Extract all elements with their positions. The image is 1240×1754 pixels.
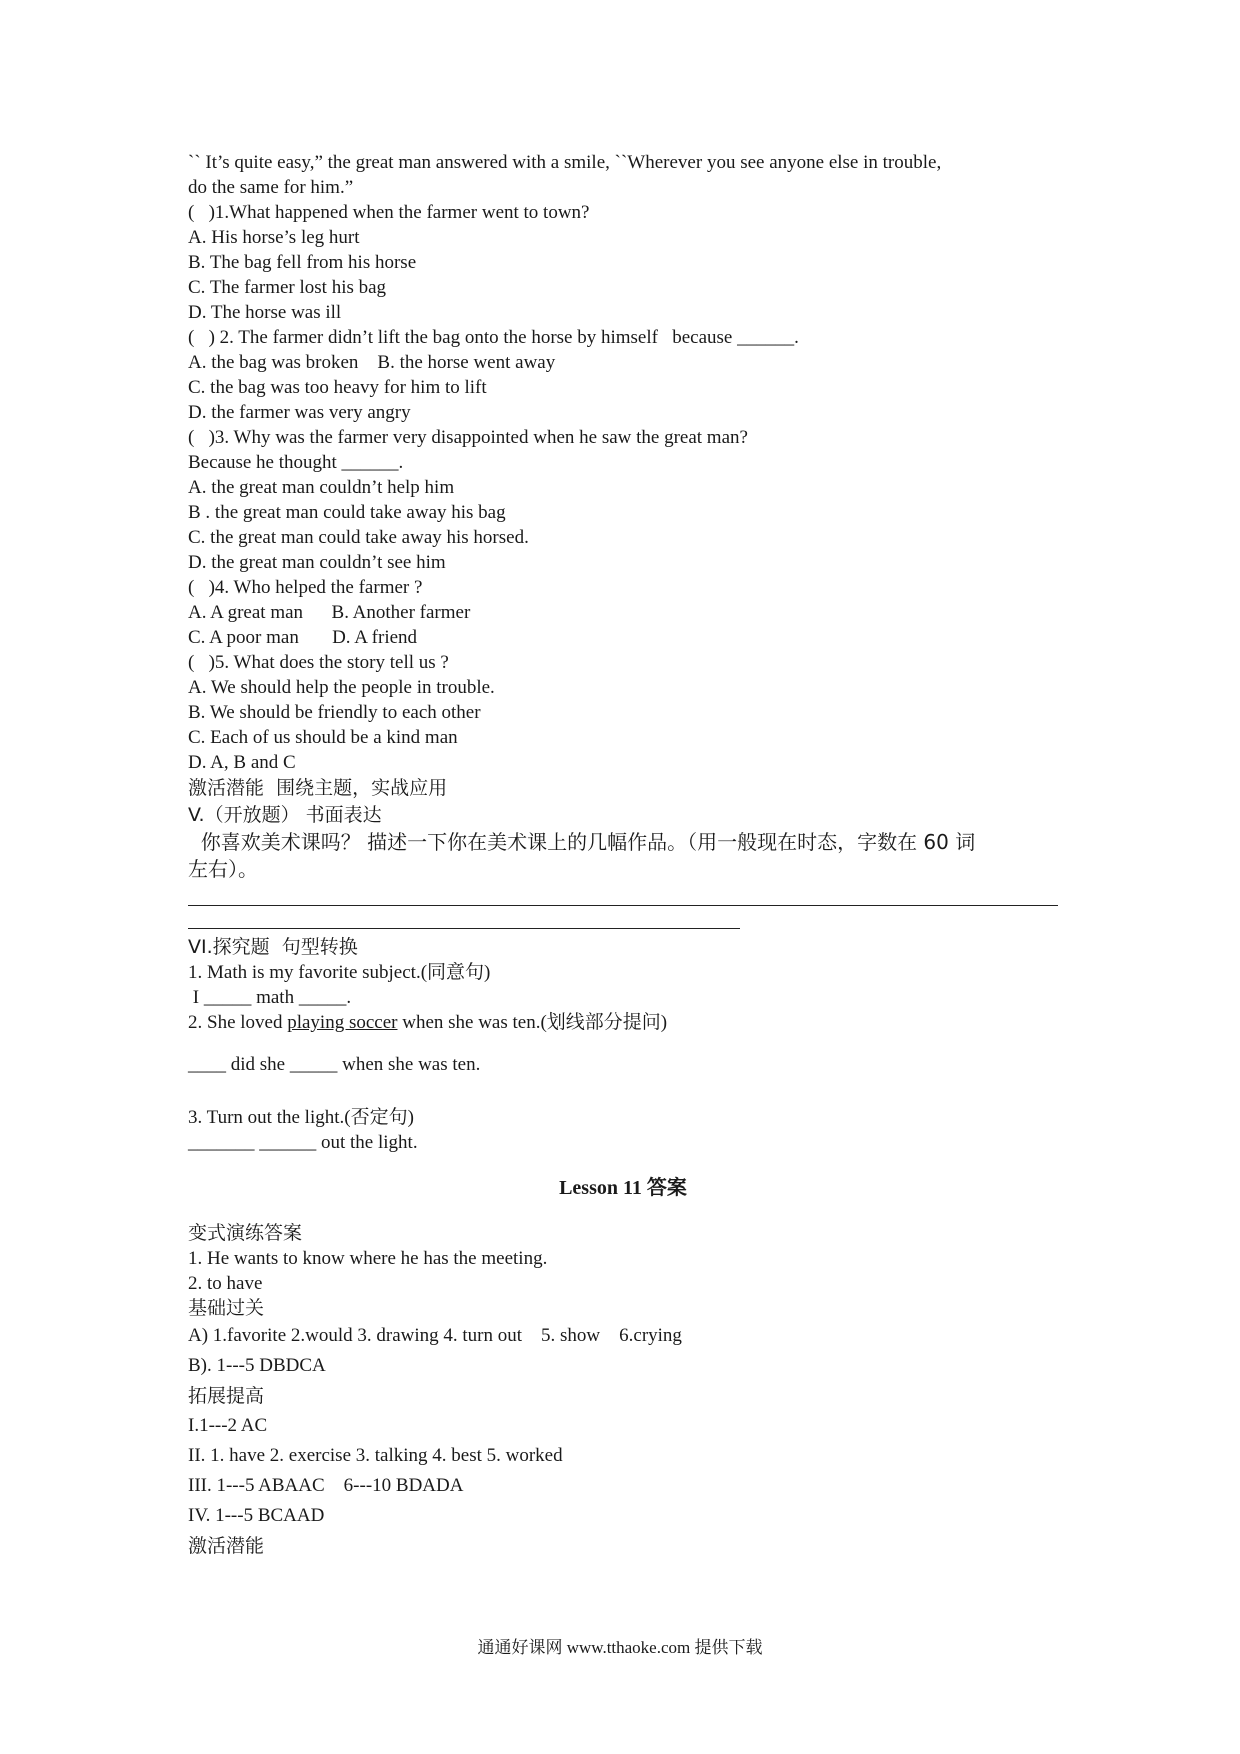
question-stem: ( )3. Why was the farmer very disappointed when he saw the great man? xyxy=(188,427,748,448)
answer-line: III. 1---5 ABAAC 6---10 BDADA xyxy=(188,1475,464,1496)
section-heading-writing: V.（开放题） 书面表达 xyxy=(188,804,382,826)
story-line: `` It’s quite easy,” the great man answered with a smile, ``Wherever you see anyone else in trouble, xyxy=(188,152,942,173)
answer-line: B). 1---5 DBDCA xyxy=(188,1355,326,1376)
section-heading-transform: VI.探究题 句型转换 xyxy=(188,936,358,958)
transform-blank: ____ did she _____ when she was ten. xyxy=(188,1054,481,1075)
answer-line: II. 1. have 2. exercise 3. talking 4. best 5. worked xyxy=(188,1445,563,1466)
answer-line: A) 1.favorite 2.would 3. drawing 4. turn out 5. show 6.crying xyxy=(188,1325,682,1346)
answer-option: C. Each of us should be a kind man xyxy=(188,727,458,748)
answer-line: 2. to have xyxy=(188,1273,263,1294)
answer-line: I.1---2 AC xyxy=(188,1415,268,1436)
answer-option: C. the great man could take away his horsed. xyxy=(188,527,529,548)
question-subline: Because he thought ______. xyxy=(188,452,404,473)
answer-option: C. the bag was too heavy for him to lift xyxy=(188,377,487,398)
worksheet-page xyxy=(188,150,1058,1561)
answer-option: D. the great man couldn’t see him xyxy=(188,552,446,573)
answer-option: C. The farmer lost his bag xyxy=(188,277,387,298)
question-stem: ( ) 2. The farmer didn’t lift the bag onto the horse by himself because ______. xyxy=(188,327,799,348)
answers-subheading: 变式演练答案 xyxy=(188,1222,303,1244)
answers-subheading: 激活潜能 xyxy=(188,1535,265,1557)
transform-blank: _______ ______ out the light. xyxy=(188,1132,418,1153)
answer-line: IV. 1---5 BCAAD xyxy=(188,1505,325,1526)
answer-option: C. A poor man D. A friend xyxy=(188,627,418,648)
answer-option: B. The bag fell from his horse xyxy=(188,252,417,273)
question-stem: ( )4. Who helped the farmer ? xyxy=(188,577,423,598)
answers-subheading: 基础过关 xyxy=(188,1297,265,1319)
question-text: when she was ten.(划线部分提问) xyxy=(397,1012,668,1033)
answer-option: B . the great man could take away his bag xyxy=(188,502,506,523)
transform-question: 3. Turn out the light.(否定句) xyxy=(188,1107,414,1128)
underlined-phrase: playing soccer xyxy=(287,1012,398,1033)
story-line: do the same for him.” xyxy=(188,177,354,198)
page-footer: 通通好课网 www.tthaoke.com 提供下载 xyxy=(477,1638,763,1657)
answers-title: Lesson 11 答案 xyxy=(559,1177,687,1199)
answer-option: A. His horse’s leg hurt xyxy=(188,227,360,248)
answer-option: D. the farmer was very angry xyxy=(188,402,411,423)
answer-option: A. A great man B. Another farmer xyxy=(188,602,471,623)
question-stem: ( )1.What happened when the farmer went to town? xyxy=(188,202,590,223)
transform-blank: I _____ math _____. xyxy=(188,987,352,1008)
writing-prompt: 你喜欢美术课吗？ 描述一下你在美术课上的几幅作品。（用一般现在时态，字数在 60 词 xyxy=(188,830,976,854)
answer-option: D. A, B and C xyxy=(188,752,296,773)
transform-question xyxy=(188,1010,1058,1035)
section-heading-activate: 激活潜能 围绕主题，实战应用 xyxy=(188,777,448,799)
answer-option: B. We should be friendly to each other xyxy=(188,702,481,723)
answer-line: 1. He wants to know where he has the meeting. xyxy=(188,1248,548,1269)
question-stem: ( )5. What does the story tell us ? xyxy=(188,652,449,673)
answer-option: A. the great man couldn’t help him xyxy=(188,477,455,498)
transform-question: 1. Math is my favorite subject.(同意句) xyxy=(188,962,491,983)
answer-option: D. The horse was ill xyxy=(188,302,342,323)
answers-subheading: 拓展提高 xyxy=(188,1385,265,1407)
writing-prompt: 左右）。 xyxy=(188,857,258,881)
answer-option: A. the bag was broken B. the horse went away xyxy=(188,352,556,373)
question-text: 2. She loved xyxy=(188,1012,288,1033)
answer-option: A. We should help the people in trouble. xyxy=(188,677,495,698)
